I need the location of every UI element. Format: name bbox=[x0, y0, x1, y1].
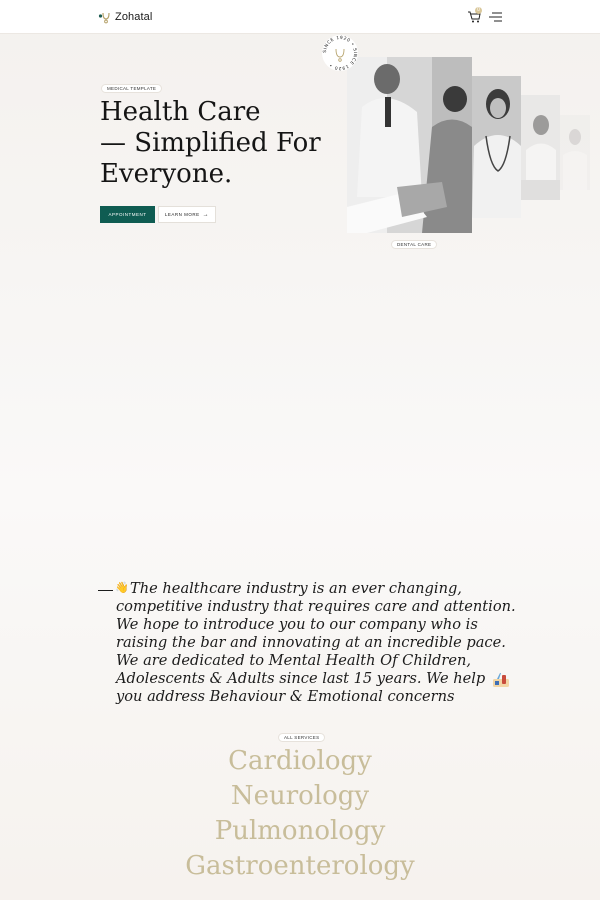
hero-tag: MEDICAL TEMPLATE bbox=[101, 84, 162, 93]
service-cardiology[interactable]: Cardiology bbox=[228, 746, 372, 776]
arrow-right-icon: → bbox=[202, 211, 210, 218]
cart-button[interactable] bbox=[467, 8, 481, 24]
menu-icon bbox=[489, 11, 503, 23]
hero-title-line-2: — Simplified For bbox=[100, 128, 321, 158]
service-pulmonology[interactable]: Pulmonology bbox=[214, 816, 386, 846]
hero-photo-doctor-patient bbox=[347, 57, 472, 233]
stamp-text: SINCE 1920 • SINCE 1920 • bbox=[322, 35, 358, 71]
intro-text: The healthcare industry is an ever changing, competitive industry that requires care and attention. We hope to introduce you to our company who is raising the bar and innovating at an incredible pace. We are dedicated to Mental Health Of Children, Adolescents & Adults since last 15 years. We help you address Behaviour & Emotional concerns bbox=[116, 580, 516, 705]
services-tag: ALL SERVICES bbox=[278, 733, 325, 742]
since-1920-stamp bbox=[321, 34, 359, 72]
hero-photo-lab bbox=[521, 95, 560, 200]
hero-title-line-1: Health Care bbox=[100, 97, 261, 127]
learn-more-button-label: LEARN MORE bbox=[164, 212, 200, 217]
appointment-button-label: APPOINTMENT bbox=[108, 212, 147, 217]
brand-logo[interactable] bbox=[98, 9, 152, 25]
top-navigation-bar bbox=[0, 0, 600, 34]
quote-dash bbox=[98, 590, 113, 591]
hero-title bbox=[100, 97, 340, 190]
menu-toggle-button[interactable] bbox=[489, 10, 503, 22]
hero-photo-faded bbox=[560, 115, 590, 190]
brand-name: Zohatal bbox=[115, 11, 153, 23]
medical-kit-icon bbox=[492, 672, 510, 688]
stethoscope-icon bbox=[98, 10, 112, 24]
waving-hand-icon: 👋 bbox=[115, 582, 129, 594]
photo-caption-tag: DENTAL CARE bbox=[391, 240, 437, 249]
service-gastroenterology[interactable]: Gastroenterology bbox=[185, 851, 415, 881]
hero-title-line-3: Everyone. bbox=[100, 159, 233, 189]
cart-count-badge: 0 bbox=[475, 7, 482, 14]
hero-photo-nurse bbox=[472, 76, 521, 218]
learn-more-button[interactable] bbox=[158, 206, 216, 223]
service-neurology[interactable]: Neurology bbox=[230, 781, 370, 811]
appointment-button[interactable] bbox=[100, 206, 155, 223]
